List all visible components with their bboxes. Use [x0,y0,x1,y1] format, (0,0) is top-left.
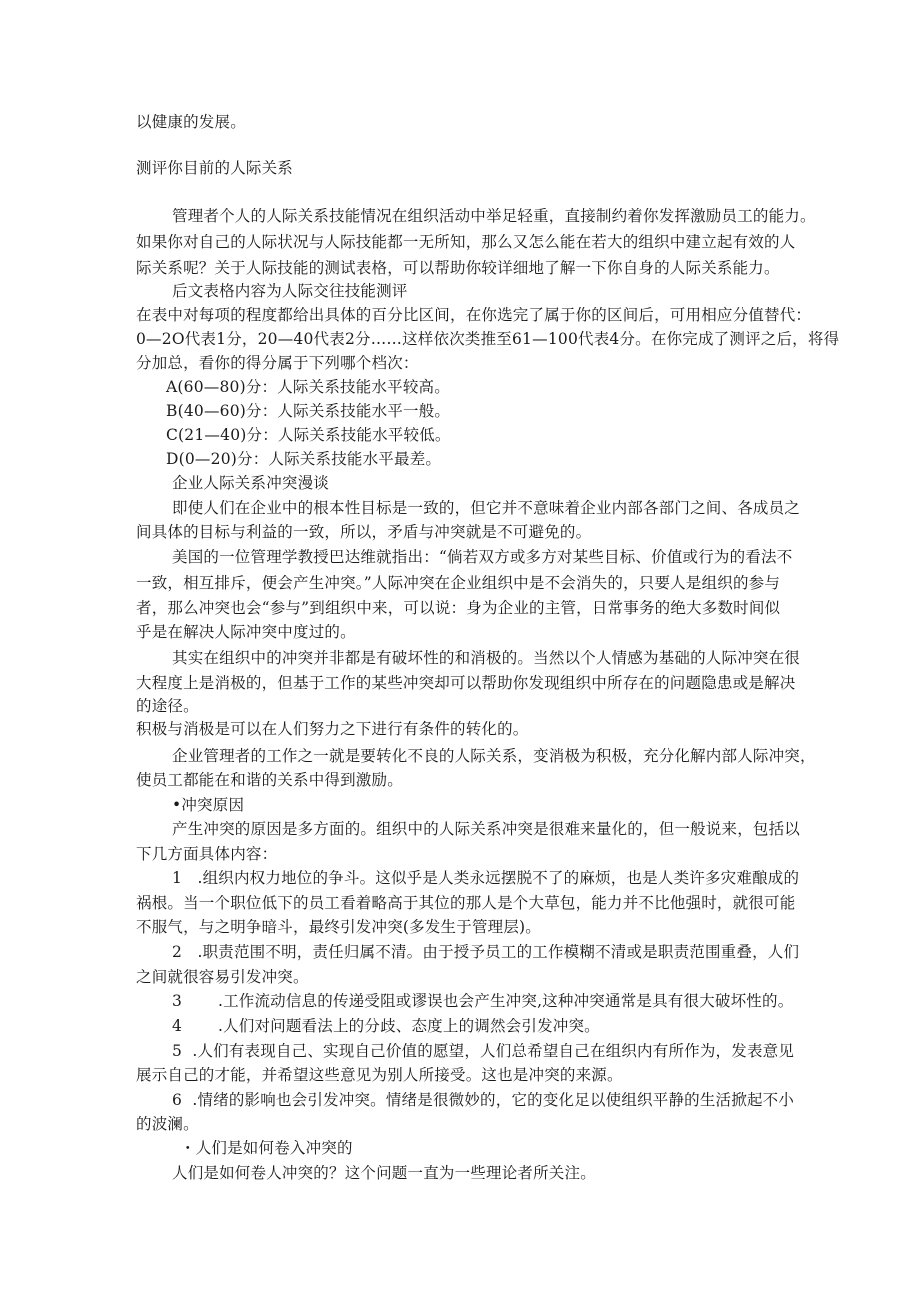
text-line: 祸根。当一个职位低下的员工看着略高于其位的那人是个大草包，能力并不比他强时，就很可能 [136,894,796,912]
text-line: 在表中对每项的程度都给出具体的百分比区间，在你选完了属于你的区间后，可用相应分值替代： [136,306,812,324]
text-line: 人们是如何卷人冲突的？这个问题一直为一些理论者所关注。 [172,1164,596,1182]
text-line: 积极与消极是可以在人们努力之下进行有条件的转化的。 [136,720,529,738]
score-level-b: B(40—60)分：人际关系技能水平一般。 [166,402,451,420]
text-line: 展示自己的才能，并希望这些意见为别人所接受。这也是冲突的来源。 [136,1066,623,1084]
text-line: 的波澜。 [136,1115,199,1133]
text-line: 不服气，与之明争暗斗，最终引发冲突(多发生于管理层)。 [136,918,541,936]
text-line: 之间就很容易引发冲突。 [136,968,309,986]
score-level-c: C(21—40)分：人际关系技能水平较低。 [166,426,451,444]
text-line: 企业管理者的工作之一就是要转化不良的人际关系，变消极为积极，充分化解内部人际冲突， [172,747,816,765]
section-heading: 测评你目前的人际关系 [136,159,294,177]
list-item: 5 .人们有表现自己、实现自己价值的愿望，人们总希望自己在组织内有所作为，发表意见 [172,1042,795,1060]
text-line: 产生冲突的原因是多方面的。组织中的人际关系冲突是很难来量化的，但一般说来，包括以 [172,820,801,838]
section-heading: 企业人际关系冲突漫谈 [172,474,330,492]
text-line: 后文表格内容为人际交往技能测评 [172,282,408,300]
subsection-heading: ・人们是如何卷入冲突的 [180,1139,353,1157]
text-line: 如果你对自己的人际状况与人际技能都一无所知，那么又怎么能在若大的组织中建立起有效的人 [136,233,796,251]
text-line: 际关系呢？关于人际技能的测试表格，可以帮助你较详细地了解一下你自身的人际关系能力。 [136,259,780,277]
list-item: 1 .组织内权力地位的争斗。这似乎是人类永远摆脱不了的麻烦，也是人类许多灾难酿成的 [172,869,800,887]
score-level-d: D(0—20)分：人际关系技能水平最差。 [166,450,442,468]
text-line: 即使人们在企业中的根本性目标是一致的，但它并不意味着企业内部各部门之间、各成员之 [172,499,801,517]
text-line: 者，那么冲突也会“参与”到组织中来，可以说：身为企业的主管，日常事务的绝大多数时间似 [136,599,781,617]
list-item: 2 .职责范围不明，责任归属不清。由于授予员工的工作模糊不清或是职责范围重叠，人们 [172,943,800,961]
list-item: 3 .工作流动信息的传递受阻或谬误也会产生冲突,这种冲突通常是具有很大破坏性的。 [172,992,794,1010]
text-line: 以健康的发展。 [136,113,246,131]
text-line: 乎是在解决人际冲突中度过的。 [136,623,356,641]
text-line: 使员工都能在和谐的关系中得到激励。 [136,771,403,789]
text-line: 一致，相互排斥，便会产生冲突。”人际冲突在企业组织中是不会消失的，只要人是组织的参与 [136,574,781,592]
text-line: 美国的一位管理学教授巴达维就指出：“倘若双方或多方对某些目标、价值或行为的看法不 [172,548,793,566]
text-line: 其实在组织中的冲突并非都是有破坏性的和消极的。当然以个人情感为基础的人际冲突在很 [172,649,801,667]
subsection-heading: •冲突原因 [172,796,245,814]
text-line: 下几方面具体内容： [136,845,278,863]
text-line: 分加总，看你的得分属于下列哪个档次： [136,354,419,372]
list-item: 4 .人们对问题看法上的分歧、态度上的调然会引发冲突。 [172,1017,600,1035]
text-line: 管理者个人的人际关系技能情况在组织活动中举足轻重，直接制约着你发挥激励员工的能力。 [172,207,816,225]
text-line: 大程度上是消极的，但基于工作的某些冲突却可以帮助你发现组织中所存在的问题隐患或是解决 [136,674,796,692]
score-level-a: A(60—80)分：人际关系技能水平较高。 [166,378,450,396]
text-line: 的途径。 [136,697,199,715]
list-item: 6 .情绪的影响也会引发冲突。情绪是很微妙的，它的变化足以使组织平静的生活掀起不小 [172,1091,795,1109]
text-line: 间具体的目标与利益的一致，所以，矛盾与冲突就是不可避免的。 [136,523,592,541]
text-line: 0—2O代表1分，20—40代表2分……这样依次类推至61—100代表4分。在你完成了测评之后，将得 [136,330,840,348]
